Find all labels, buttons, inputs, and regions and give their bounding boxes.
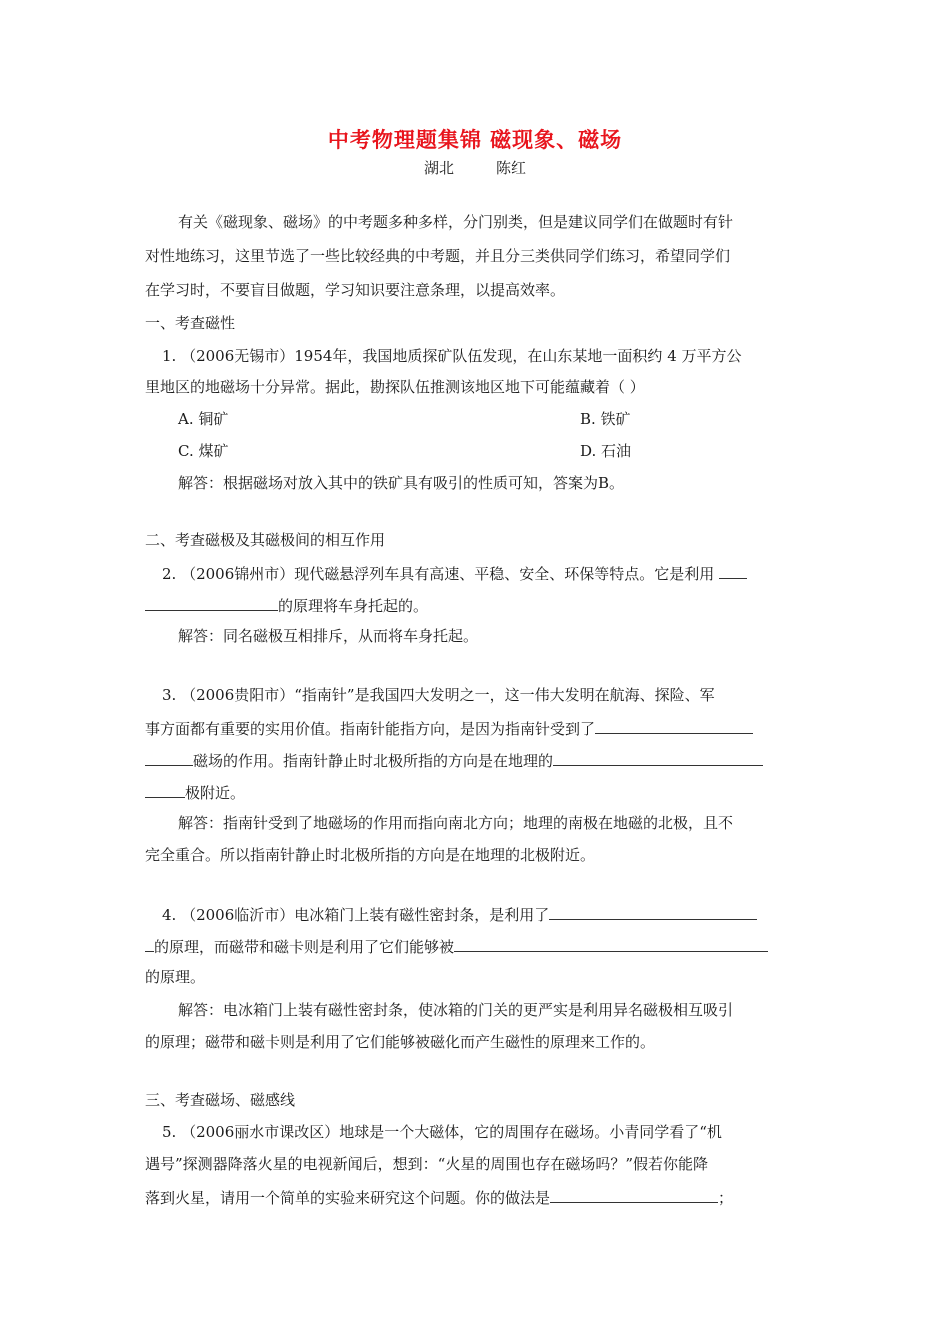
page-title: 中考物理题集锦 磁现象、磁场	[327, 128, 623, 152]
q2-line-2: 的原理将车身托起的。	[145, 594, 428, 616]
q2-blank-1-cont[interactable]	[145, 594, 278, 611]
q4-blank-1-cont[interactable]	[145, 935, 154, 952]
q1-option-c: C. 煤矿	[178, 442, 229, 460]
q5-line-1: 5. （2006丽水市课改区）地球是一个大磁体，它的周围存在磁场。小青同学看了“机	[162, 1123, 722, 1141]
q1-option-b: B. 铁矿	[580, 410, 631, 428]
q4-line-2: 的原理，而磁带和磁卡则是利用了它们能够被	[145, 935, 768, 957]
author-province: 湖北	[423, 159, 454, 177]
q3-blank-2[interactable]	[553, 749, 763, 766]
q5-blank-1[interactable]	[550, 1186, 718, 1203]
intro-line-3: 在学习时，不要盲目做题，学习知识要注意条理，以提高效率。	[145, 281, 566, 299]
q3-answer-2: 完全重合。所以指南针静止时北极所指的方向是在地理的北极附近。	[145, 846, 596, 864]
q4-blank-1[interactable]	[549, 903, 757, 920]
q5-line-3: 落到火星，请用一个简单的实验来研究这个问题。你的做法是 ；	[145, 1186, 733, 1208]
q3-line-2: 事方面都有重要的实用价值。指南针能指方向，是因为指南针受到了	[145, 717, 753, 739]
section-heading-3: 三、考查磁场、磁感线	[145, 1091, 296, 1109]
q4-answer-1: 解答：电冰箱门上装有磁性密封条，使冰箱的门关的更严实是利用异名磁极相互吸引	[178, 1001, 734, 1019]
q3-blank-1[interactable]	[595, 717, 753, 734]
q3-line-3: 磁场的作用。指南针静止时北极所指的方向是在地理的	[145, 749, 763, 771]
q3-blank-1-cont[interactable]	[145, 749, 193, 766]
section-heading-2: 二、考查磁极及其磁极间的相互作用	[145, 531, 386, 549]
q4-answer-2: 的原理；磁带和磁卡则是利用了它们能够被磁化而产生磁性的原理来工作的。	[145, 1033, 656, 1051]
q5-line-2: 遇号”探测器降落火星的电视新闻后，想到：“火星的周围也存在磁场吗？”假若你能降	[145, 1155, 709, 1173]
q2-answer: 解答：同名磁极互相排斥，从而将车身托起。	[178, 627, 479, 645]
q3-answer-1: 解答：指南针受到了地磁场的作用而指向南北方向；地理的南极在地磁的北极，且不	[178, 814, 734, 832]
q1-option-a: A. 铜矿	[178, 410, 229, 428]
intro-line-1: 有关《磁现象、磁场》的中考题多种多样，分门别类，但是建议同学们在做题时有针	[178, 213, 734, 231]
intro-line-2: 对性地练习，这里节选了一些比较经典的中考题，并且分三类供同学们练习，希望同学们	[145, 247, 731, 265]
q3-blank-2-cont[interactable]	[145, 781, 185, 798]
q1-line-2: 里地区的地磁场十分异常。据此，勘探队伍推测该地区地下可能蕴藏着（ ）	[145, 378, 645, 396]
q1-line-1: 1. （2006无锡市）1954年，我国地质探矿队伍发现，在山东某地一面积约 4 万平方公	[162, 347, 742, 365]
section-heading-1: 一、考查磁性	[145, 314, 236, 332]
author-line	[0, 157, 950, 178]
q1-answer: 解答：根据磁场对放入其中的铁矿具有吸引的性质可知，答案为B。	[178, 474, 625, 492]
q4-blank-2[interactable]	[454, 935, 768, 952]
q2-blank-1[interactable]	[719, 562, 747, 579]
q3-line-1: 3. （2006贵阳市）“指南针”是我国四大发明之一，这一伟大发明在航海、探险、军	[162, 686, 715, 704]
q4-line-1: 4. （2006临沂市）电冰箱门上装有磁性密封条，是利用了	[162, 903, 757, 925]
q3-line-4: 极附近。	[145, 781, 245, 803]
q4-line-3: 的原理。	[145, 968, 206, 986]
author-name: 陈红	[496, 159, 527, 177]
q1-option-d: D. 石油	[580, 442, 632, 460]
q2-line-1: 2. （2006锦州市）现代磁悬浮列车具有高速、平稳、安全、环保等特点。它是利用	[162, 562, 747, 584]
